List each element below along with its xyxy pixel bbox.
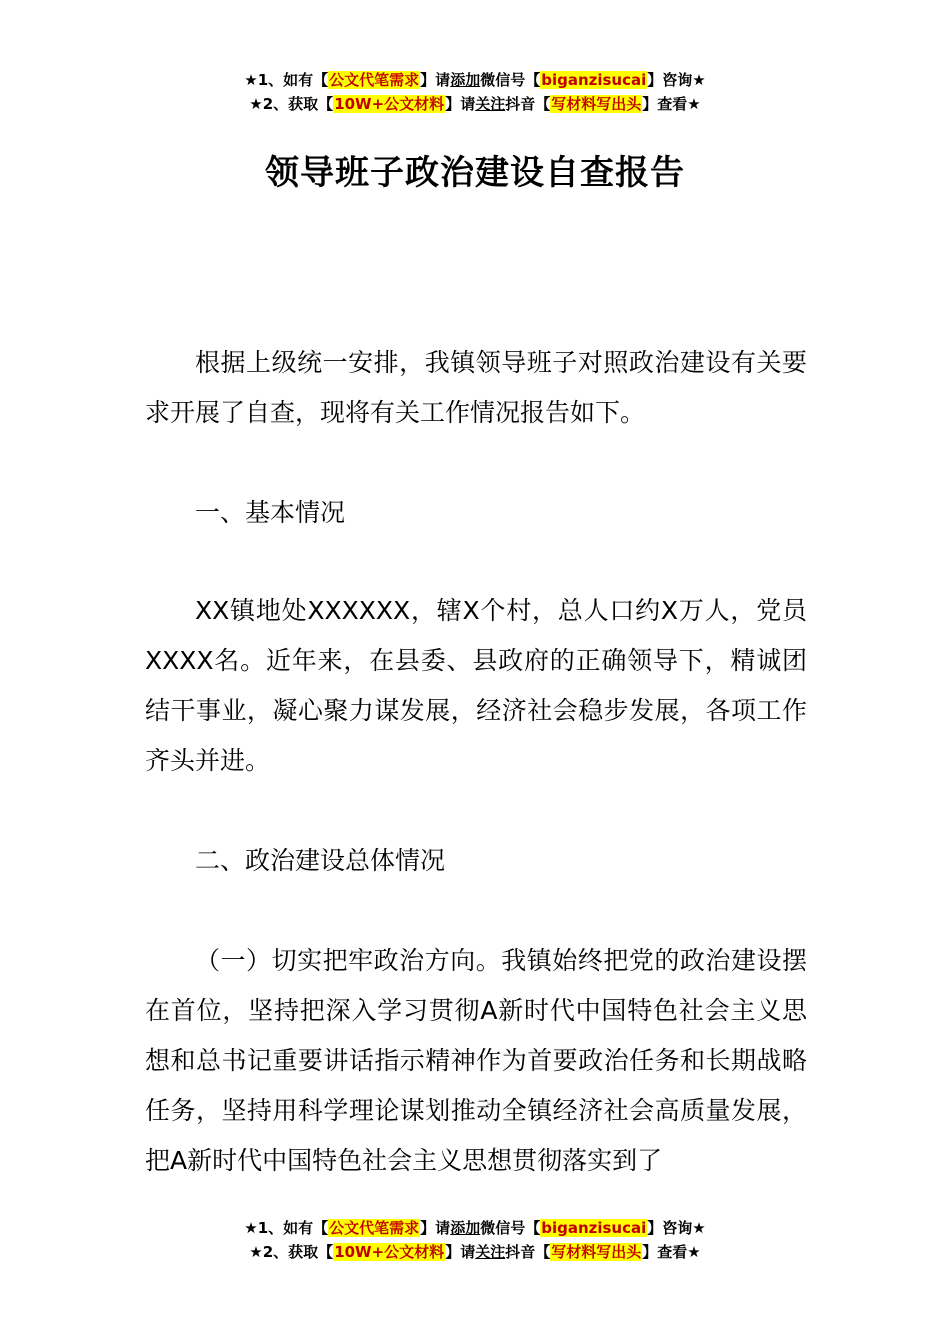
footer-banner [0,1216,950,1264]
banner-text: 】查看★ [642,95,701,113]
paragraph-basic-info: XX镇地处XXXXXX，辖X个村，总人口约X万人，党员XXXX名。近年来，在县委、县政府的正确领导下，精诚团结干事业，凝心聚力谋发展，经济社会稳步发展，各项工作齐头并进。 [145,596,807,775]
banner-text: 抖音【 [505,1243,551,1261]
banner-text: 】请 [445,1243,476,1261]
banner-text: 】咨询★ [647,71,706,89]
highlight-demand: 公文代笔需求 [329,1219,420,1237]
underline-follow: 关注 [475,95,506,113]
banner-text: 抖音【 [505,95,551,113]
banner-text: 】请 [445,95,476,113]
highlight-wechat-id: biganzisucai [541,1219,647,1237]
paragraph-intro: 根据上级统一安排，我镇领导班子对照政治建设有关要求开展了自查，现将有关工作情况报告如下。 [145,348,807,427]
banner-text: ★1、如有【 [244,1219,329,1237]
banner-text: 】咨询★ [647,1219,706,1237]
banner-text: 】查看★ [642,1243,701,1261]
underline-add: 添加 [450,71,481,89]
banner-text: 】请 [420,71,451,89]
highlight-douyin: 写材料写出头 [551,95,642,113]
paragraph-political-direction: （一）切实把牢政治方向。我镇始终把党的政治建设摆在首位，坚持把深入学习贯彻A新时代中国特色社会主义思想和总书记重要讲话指示精神作为首要政治任务和长期战略任务，坚持用科学理论谋划推动全镇经济社会高质量发展，把A新时代中国特色社会主义思想贯彻落实到了 [145,946,807,1175]
banner-text: 微信号【 [480,1219,541,1237]
banner-line-2 [0,1240,950,1264]
header-banner [0,68,950,116]
highlight-douyin: 写材料写出头 [551,1243,642,1261]
document-title: 领导班子政治建设自查报告 [265,153,685,193]
banner-line-1 [0,68,950,92]
banner-line-1 [0,1216,950,1240]
banner-text: 】请 [420,1219,451,1237]
underline-add: 添加 [450,1219,481,1237]
highlight-demand: 公文代笔需求 [329,71,420,89]
banner-line-2 [0,92,950,116]
banner-text: ★1、如有【 [244,71,329,89]
highlight-wechat-id: biganzisucai [541,71,647,89]
section-heading-1: 一、基本情况 [195,498,346,527]
highlight-material: 10W+公文材料 [334,95,445,113]
banner-text: ★2、获取【 [249,95,334,113]
underline-follow: 关注 [475,1243,506,1261]
banner-text: 微信号【 [480,71,541,89]
highlight-material: 10W+公文材料 [334,1243,445,1261]
section-heading-2: 二、政治建设总体情况 [195,846,446,875]
banner-text: ★2、获取【 [249,1243,334,1261]
